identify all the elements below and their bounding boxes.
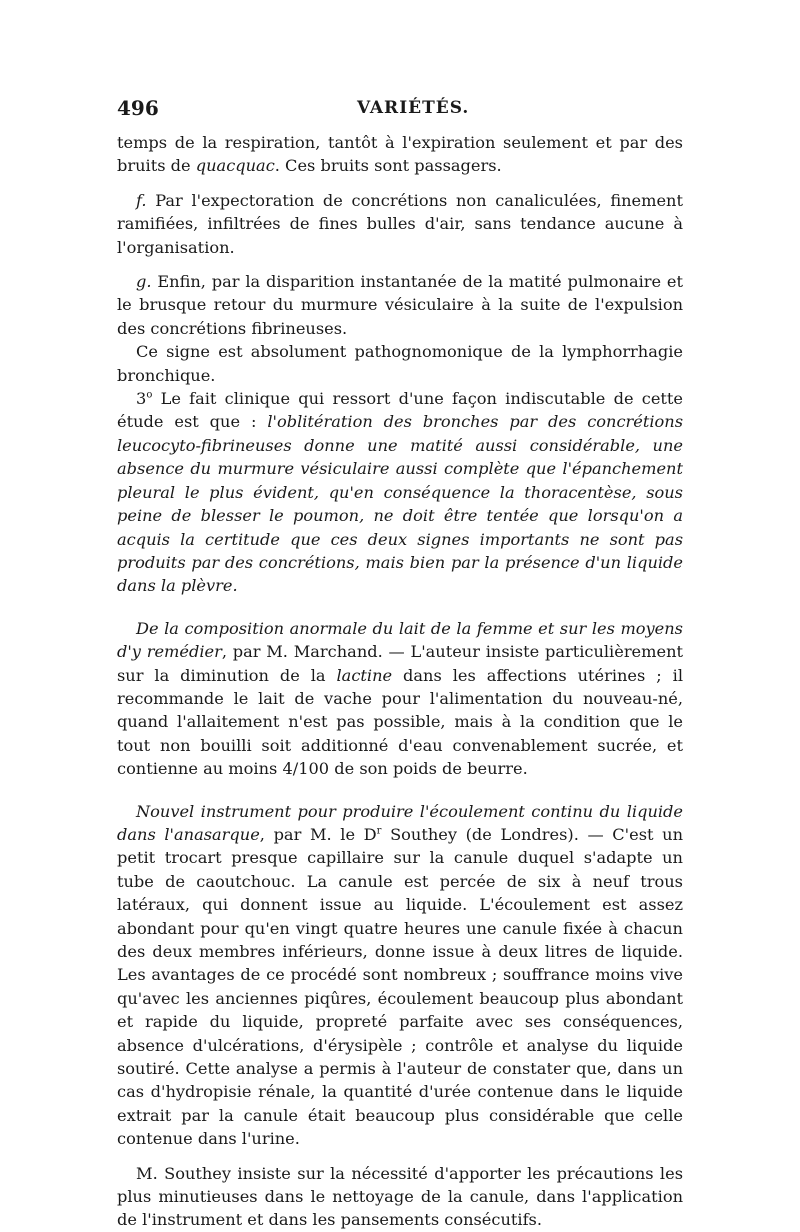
paragraph-lait [117,617,683,781]
paragraph-text: . Ces bruits sont passagers. [274,156,502,176]
paragraph-f [117,189,683,259]
paragraph-southey [117,1162,683,1232]
paragraph-text: Ce signe est absolument pathognomonique de la lymphorrhagie bronchique. [117,342,683,385]
italic-term: quacquac [195,156,275,176]
paragraph-respiration [117,131,683,178]
list-label: g. [136,272,152,292]
paragraph-g [117,270,683,340]
paragraph-instrument [117,800,683,1151]
paragraph-text: Par l'expectoration de concrétions non canaliculées, finement ramifiées, infiltrées de fines bulles d'air, sans tendance aucune à l'organisation. [117,190,683,257]
paragraph-text: , par M. le D [259,824,377,844]
list-number: 3 [136,389,147,409]
page-number: 496 [117,96,159,120]
article-title: De la composition anormale du lait de la femme et sur les moyens d'y remédier [117,618,683,662]
page-header [117,96,683,126]
paragraph-text: dans les affections utérines ; il recommande le lait de vache pour l'alimentation du nouveau-né, quand l'allaitement n'est pas possible, mais à la condition que le tout non bouilli soit additionné d'eau convenablement sucrée, et contienne au moins 4/100 de son poids de beurre. [117,665,683,779]
italic-term: lactine [336,665,393,685]
paragraph-text: temps de la respiration, tantôt à l'expiration seulement et par des bruits de [117,133,683,176]
paragraph-text: Southey (de Londres). — C'est un petit trocart presque capillaire sur la canule duquel s'adapte un tube de caoutchouc. La canule est percée de six à neuf trous latéraux, qui donnent issue au liquide. L'écoulement est assez abondant pour qu'en vingt quatre heures une canule fixée à chacun des deux membres inférieurs, donne issue à deux litres de liquide. Les avantages de ce procédé sont nombreux ; souffrance moins vive qu'avec les anciennes piqûres, écoulement beaucoup plus abondant et rapide du liquide, propreté parfaite avec ses conséquences, absence d'ulcérations, d'érysipèle ; contrôle et analyse du liquide soutiré. Cette analyse a permis à l'auteur de constater que, dans un cas d'hydropisie rénale, la quantité d'urée contenue dans le liquide extrait par la canule était beaucoup plus considérable que celle contenue dans l'urine. [117,824,683,1149]
running-title: VARIÉTÉS. [357,98,470,118]
superscript: r [376,825,382,837]
paragraph-conclusion [117,387,683,598]
list-label: f. [136,190,147,210]
paragraph-sign [117,340,683,387]
body-text [117,131,683,1232]
paragraph-text: Enfin, par la disparition instantanée de la matité pulmonaire et le brusque retour du murmure vésiculaire à la suite de l'expulsion des concrétions fibrineuses. [117,272,683,338]
article-title: Nouvel instrument pour produire l'écoulement continu du liquide dans l'anasarque [117,801,683,844]
paragraph-text: Le fait clinique qui ressort d'une façon indiscutable de cette étude est que : [117,389,683,432]
paragraph-text: M. Southey insiste sur la nécessité d'apporter les précautions les plus minutieuses dans le nettoyage de la canule, dans l'application de l'instrument et dans les pansements consécutifs. [117,1163,683,1230]
italic-conclusion: l'oblitération des bronches par des concrétions leucocyto-fibrineuses donne une matité aussi considérable, une absence du murmure vésiculaire aussi complète que l'épanchement pleural le plus évident, qu'en conséquence la thoracentèse, sous peine de blesser le poumon, ne doit être tentée que lorsqu'on a acquis la certitude que ces deux signes importants ne sont pas produits par des concrétions, mais bien par la présence d'un liquide dans la plèvre. [117,412,683,596]
superscript: o [146,389,153,401]
paragraph-text: , par M. Marchand. — L'auteur insiste particulièrement sur la diminution de la [117,642,683,685]
